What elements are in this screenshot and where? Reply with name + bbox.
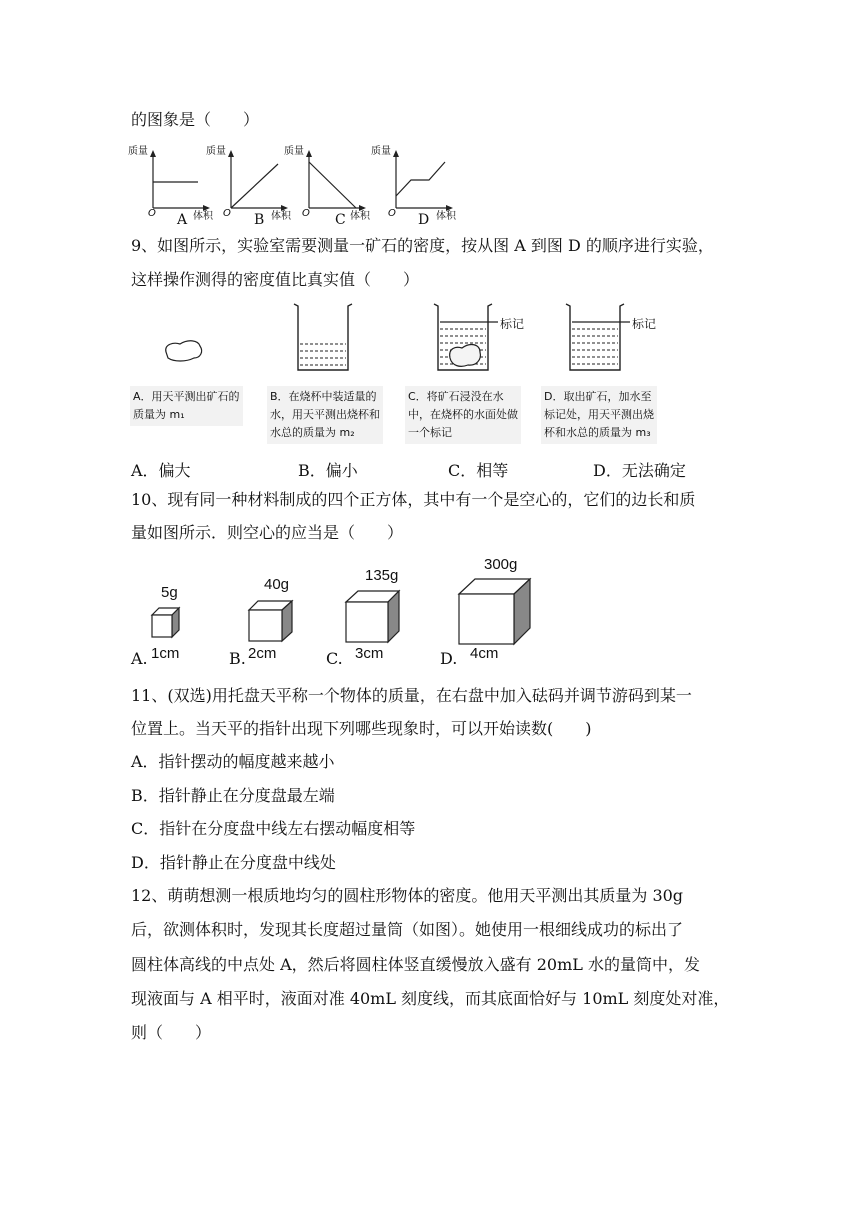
q12-line2: 后，欲测体积时，发现其长度超过量筒（如图）。她使用一根细线成功的标出了 [131,920,684,939]
cube-c [345,590,401,644]
q11-option-a: A．指针摆动的幅度越来越小 [131,752,335,771]
cube-d-letter: D. [440,649,458,668]
q12-line4: 现液面与 A 相平时，液面对准 40mL 刻度线，而其底面恰好与 10mL 刻度处对准， [131,989,730,1008]
caption-a-line2: 质量为 m₁ [133,408,185,421]
graph-b-xlabel: 体积 [271,211,291,222]
beaker-b [294,302,354,372]
beaker-d [566,302,632,372]
cube-a-side: 1cm [151,645,180,662]
caption-d-line1: D．取出矿石，加水至 [544,390,652,403]
q11-option-b: B．指针静止在分度盘最左端 [131,786,335,805]
cube-a-letter: A. [131,649,148,668]
graph-c-origin: O [302,208,310,219]
q11-option-c: C．指针在分度盘中线左右摆动幅度相等 [131,819,416,838]
beaker-c [434,302,500,372]
caption-b-line3: 水总的质量为 m₂ [270,426,355,439]
caption-b-line1: B．在烧杯中装适量的 [270,390,377,403]
graph-a-letter: A [177,212,188,228]
graph-d-xlabel: 体积 [436,211,456,222]
graph-c-letter: C [335,212,346,228]
caption-c-line3: 一个标记 [408,426,452,439]
graph-a-xlabel: 体积 [193,211,213,222]
caption-d-line2: 标记处，用天平测出烧 [544,408,654,421]
cube-b-letter: B. [229,649,246,668]
q9-line1: 9、如图所示，实验室需要测量一矿石的密度，按从图 A 到图 D 的顺序进行实验， [131,236,714,255]
mark-label-c: 标记 [500,317,525,331]
graph-b-origin: O [223,208,231,219]
caption-c [405,386,521,444]
graph-d [393,150,453,210]
cube-d-mass: 300g [484,556,518,573]
q10-line1: 10、现有同一种材料制成的四个正方体，其中有一个是空心的，它们的边长和质 [131,490,696,509]
graph-c-ylabel: 质量 [284,146,304,157]
q11-option-d: D．指针静止在分度盘中线处 [131,853,336,872]
q9-option-c: C．相等 [448,461,509,480]
cube-c-side: 3cm [355,645,384,662]
cube-a-mass: 5g [161,584,178,601]
q9-option-d: D．无法确定 [593,461,686,480]
graph-a-ylabel: 质量 [128,146,148,157]
q11-line1: 11、(双选)用托盘天平称一个物体的质量，在右盘中加入砝码并调节游码到某一 [131,686,692,705]
graph-b-ylabel: 质量 [206,146,226,157]
q9-line2: 这样操作测得的密度值比真实值（ ） [131,270,420,289]
cube-b-side: 2cm [248,645,277,662]
graph-a-origin: O [148,208,156,219]
cube-b-mass: 40g [264,576,290,593]
graph-b-letter: B [254,212,265,228]
q12-line1: 12、萌萌想测一根质地均匀的圆柱形物体的密度。他用天平测出其质量为 30g [131,886,684,905]
mark-label-d: 标记 [632,317,657,331]
caption-b [267,386,383,444]
caption-d [541,386,657,444]
caption-a-line1: A．用天平测出矿石的 [133,390,240,403]
q9-option-a: A．偏大 [131,461,191,480]
q12-line5: 则（ ） [131,1023,212,1042]
caption-d-line3: 杯和水总的质量为 m₃ [544,426,651,439]
graph-d-origin: O [388,208,396,219]
cube-d [458,578,532,646]
cube-a [151,607,181,639]
cube-d-side: 4cm [470,645,499,662]
q11-line2: 位置上。当天平的指针出现下列哪些现象时，可以开始读数( ) [131,719,592,738]
cube-b [248,600,294,642]
cube-c-mass: 135g [365,567,399,584]
q9-option-b: B．偏小 [298,461,358,480]
graph-b [228,150,288,210]
graph-d-ylabel: 质量 [371,146,391,157]
caption-b-line2: 水，用天平测出烧杯和 [270,408,380,421]
caption-c-line2: 中，在烧杯的水面处做 [408,408,518,421]
graph-a [150,150,210,210]
rock-illustration [160,336,210,366]
caption-a [130,386,243,426]
q12-line3: 圆柱体高线的中点处 A，然后将圆柱体竖直缓慢放入盛有 20mL 水的量筒中，发 [131,955,700,974]
graph-c [306,150,366,210]
caption-c-line1: C．将矿石浸没在水 [408,390,504,403]
graph-d-letter: D [418,212,430,228]
graph-c-xlabel: 体积 [350,211,370,222]
cube-c-letter: C. [326,649,343,668]
q8-stem-tail: 的图象是（ ） [131,110,260,129]
q10-line2: 量如图所示．则空心的应当是（ ） [131,523,404,542]
